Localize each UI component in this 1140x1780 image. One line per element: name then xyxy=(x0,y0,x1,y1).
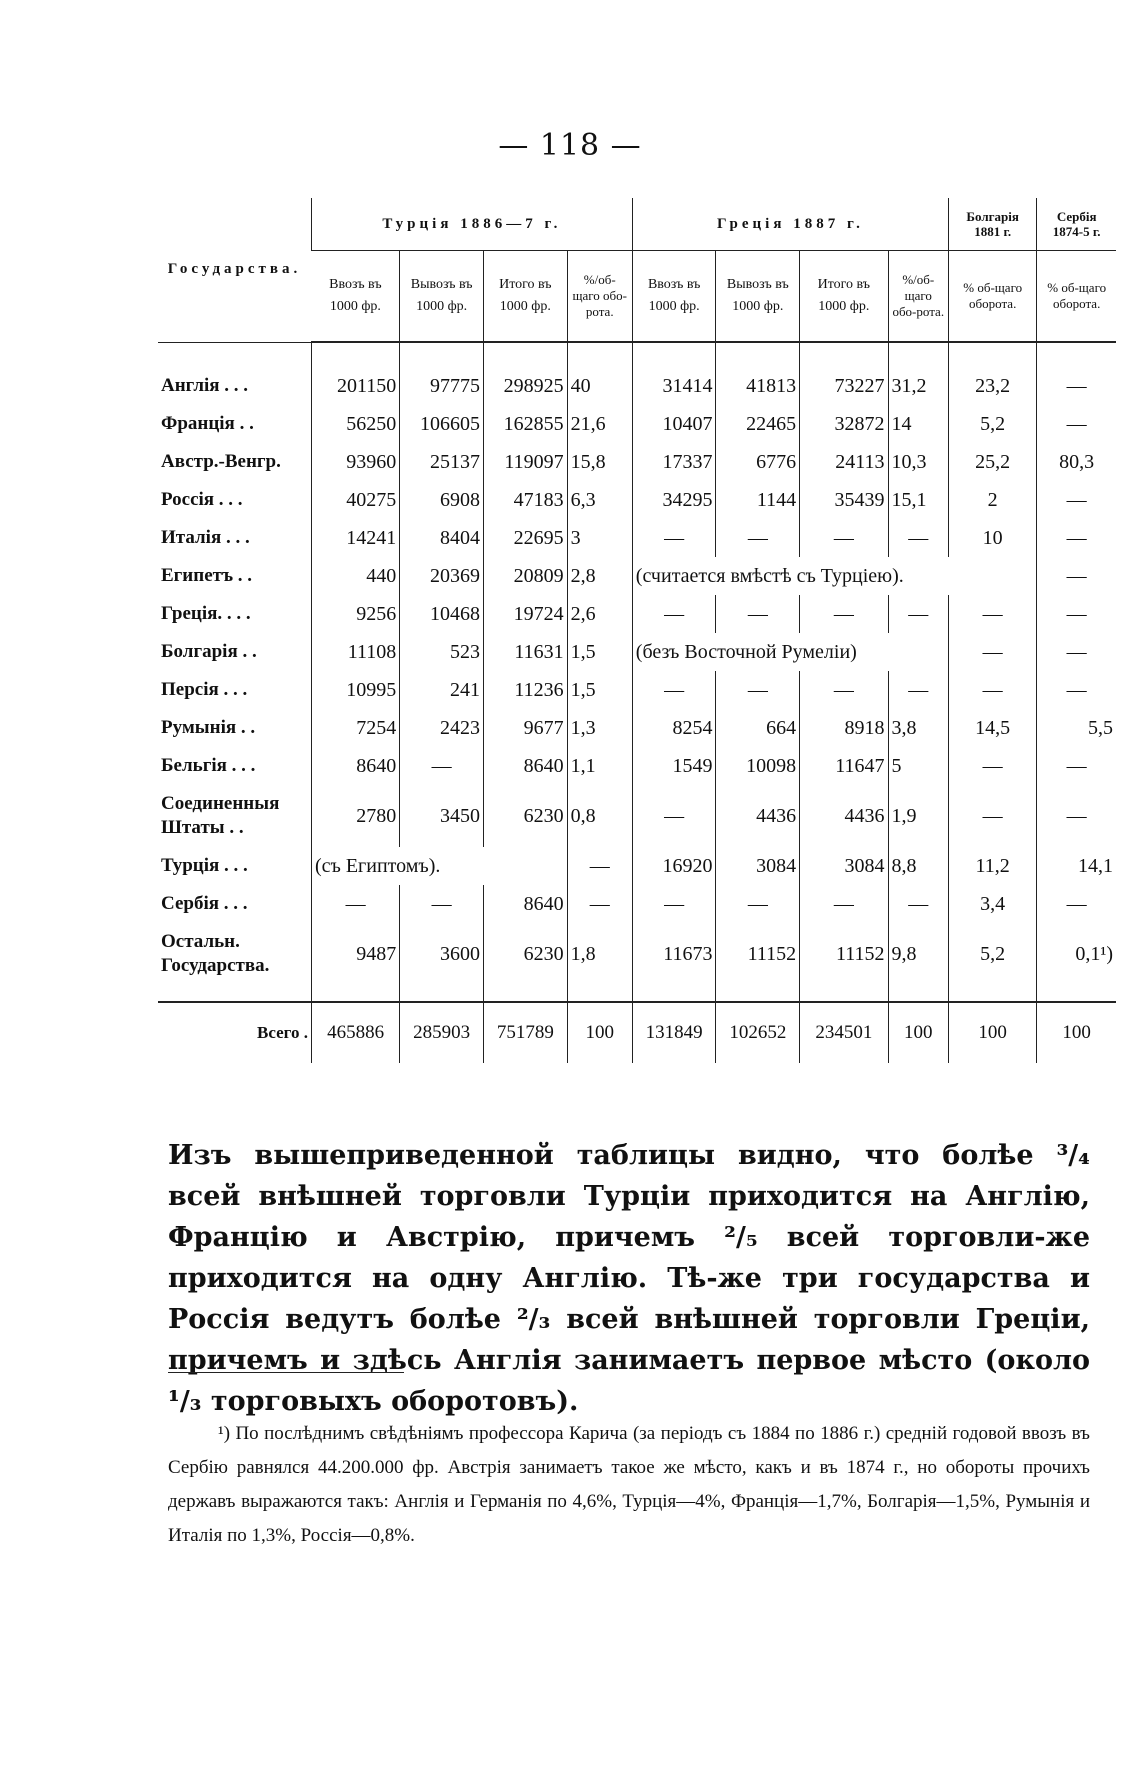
footnote: ¹) По послѣднимъ свѣдѣніямъ профессора Карича (за періодъ съ 1884 по 1886 г.) средній годовой ввозъ въ Сербію равнялся 44.200.000 фр. Австрія занимаетъ такое же мѣсто, какъ и въ 1874 г., но обороты прочихъ державъ выражаются такъ: Англія и Германія по 4,6%, Турція—4%, Франція—1,7%, Болгарія—1,5%, Румынія и Италія по 1,3%, Россія—0,8%. xyxy=(168,1423,1090,1546)
turkey-import-cell: 201150 xyxy=(311,342,399,405)
greece-total-cell: — xyxy=(800,885,888,923)
table-row xyxy=(158,747,1116,785)
greece-import-total: 131849 xyxy=(632,1002,716,1063)
greece-import-cell: — xyxy=(632,885,716,923)
turkey-pct-cell: 1,3 xyxy=(567,709,632,747)
turkey-export-cell: — xyxy=(400,885,484,923)
greece-import-cell: 17337 xyxy=(632,443,716,481)
table-row xyxy=(158,519,1116,557)
greece-pct-cell: — xyxy=(888,519,948,557)
serbia-pct-cell: — xyxy=(1037,633,1116,671)
turkey-export-cell: 10468 xyxy=(400,595,484,633)
turkey-total-header: Итого въ 1000 фр. xyxy=(483,251,567,343)
table-row xyxy=(158,405,1116,443)
bulgaria-pct-cell: 5,2 xyxy=(949,405,1037,443)
turkey-export-cell: 25137 xyxy=(400,443,484,481)
turkey-pct-cell: 2,8 xyxy=(567,557,632,595)
bulgaria-group-header: Болгарія 1881 г. xyxy=(949,198,1037,251)
turkey-pct-cell: 2,6 xyxy=(567,595,632,633)
country-cell: Сербія . . . xyxy=(161,893,248,914)
greece-export-cell: 10098 xyxy=(716,747,800,785)
turkey-import-header: Ввозъ въ 1000 фр. xyxy=(311,251,399,343)
turkey-total-cell: 11631 xyxy=(483,633,567,671)
bulgaria-pct-cell: — xyxy=(949,747,1037,785)
greece-pct-cell: 5 xyxy=(888,747,948,785)
greece-group-header: Греція 1887 г. xyxy=(632,198,948,251)
greece-total-cell: 8918 xyxy=(800,709,888,747)
greece-export-cell: 664 xyxy=(716,709,800,747)
turkey-export-cell: 20369 xyxy=(400,557,484,595)
turkey-export-cell: 6908 xyxy=(400,481,484,519)
greece-pct-cell: 31,2 xyxy=(888,342,948,405)
turkey-import-total: 465886 xyxy=(311,1002,399,1063)
country-cell: Англія . . . xyxy=(161,374,249,396)
table-row xyxy=(158,595,1116,633)
turkey-pct-cell: 0,8 xyxy=(567,785,632,847)
turkey-import-cell: 10995 xyxy=(311,671,399,709)
table-row xyxy=(158,557,1116,595)
bulgaria-pct-header: % об-щаго оборота. xyxy=(949,251,1037,343)
serbia-pct-cell: 14,1 xyxy=(1037,847,1116,885)
turkey-import-cell: — xyxy=(311,885,399,923)
greece-import-cell: 1549 xyxy=(632,747,716,785)
table-row xyxy=(158,633,1116,671)
serbia-pct-cell: — xyxy=(1037,747,1116,785)
table-row xyxy=(158,709,1116,747)
greece-export-cell: — xyxy=(716,595,800,633)
bulgaria-pct-cell: 11,2 xyxy=(949,847,1037,885)
greece-export-cell: 3084 xyxy=(716,847,800,885)
bulgaria-pct-total: 100 xyxy=(949,1002,1037,1063)
country-cell: Соединенныя Штаты . . xyxy=(161,793,280,838)
serbia-pct-cell: 80,3 xyxy=(1037,443,1116,481)
turkey-pct-cell: 40 xyxy=(567,342,632,405)
turkey-note-cell: (съ Египтомъ). xyxy=(311,847,567,885)
turkey-pct-cell: 1,5 xyxy=(567,671,632,709)
bulgaria-pct-cell: 5,2 xyxy=(949,923,1037,1002)
turkey-export-total: 285903 xyxy=(400,1002,484,1063)
state-column-header: Государства. xyxy=(158,198,311,342)
turkey-import-cell: 93960 xyxy=(311,443,399,481)
country-cell: Болгарія . . xyxy=(161,641,257,662)
bulgaria-pct-cell: — xyxy=(949,633,1037,671)
table-row xyxy=(158,481,1116,519)
turkey-export-cell: 97775 xyxy=(400,342,484,405)
turkey-import-cell: 14241 xyxy=(311,519,399,557)
table-row xyxy=(158,923,1116,1002)
greece-import-cell: 11673 xyxy=(632,923,716,1002)
serbia-pct-cell: 5,5 xyxy=(1037,709,1116,747)
turkey-total-cell: 8640 xyxy=(483,885,567,923)
serbia-pct-cell: — xyxy=(1037,481,1116,519)
turkey-export-cell: 8404 xyxy=(400,519,484,557)
greece-pct-cell: 9,8 xyxy=(888,923,948,1002)
turkey-total-total: 751789 xyxy=(483,1002,567,1063)
greece-export-total: 102652 xyxy=(716,1002,800,1063)
turkey-export-cell: — xyxy=(400,747,484,785)
turkey-total-cell: 9677 xyxy=(483,709,567,747)
turkey-total-cell: 47183 xyxy=(483,481,567,519)
serbia-pct-header: % об-щаго оборота. xyxy=(1037,251,1116,343)
serbia-pct-total: 100 xyxy=(1037,1002,1116,1063)
turkey-export-cell: 241 xyxy=(400,671,484,709)
turkey-import-cell: 7254 xyxy=(311,709,399,747)
country-cell: Франція . . xyxy=(161,413,254,434)
greece-import-cell: — xyxy=(632,785,716,847)
turkey-import-cell: 440 xyxy=(311,557,399,595)
table-row xyxy=(158,847,1116,885)
table-row xyxy=(158,671,1116,709)
turkey-pct-cell: 21,6 xyxy=(567,405,632,443)
greece-total-total: 234501 xyxy=(800,1002,888,1063)
turkey-pct-cell: — xyxy=(567,847,632,885)
turkey-pct-cell: 6,3 xyxy=(567,481,632,519)
body-paragraph: Изъ вышеприведенной таблицы видно, что болѣе ³/₄ всей внѣшней торговли Турціи приходится на Англію, Францію и Австрію, причемъ ²/₅ всей торговли-же приходится на одну Англію. Тѣ-же три государства и Россія ведутъ болѣе ²/₃ всей внѣшней торговли Греціи, причемъ и здѣсь Англія занимаетъ первое мѣсто (около ¹/₃ торговыхъ оборотовъ). xyxy=(168,1140,1090,1417)
turkey-export-cell: 106605 xyxy=(400,405,484,443)
serbia-pct-cell: — xyxy=(1037,405,1116,443)
greece-total-cell: — xyxy=(800,671,888,709)
turkey-total-cell: 20809 xyxy=(483,557,567,595)
turkey-export-cell: 3600 xyxy=(400,923,484,1002)
greece-total-cell: — xyxy=(800,519,888,557)
greece-export-cell: — xyxy=(716,519,800,557)
turkey-pct-header: %/об-щаго обо-рота. xyxy=(567,251,632,343)
greece-pct-cell: 1,9 xyxy=(888,785,948,847)
greece-total-cell: — xyxy=(800,595,888,633)
greece-import-cell: 16920 xyxy=(632,847,716,885)
greece-note-cell: (считается вмѣстѣ съ Турціею). xyxy=(632,557,1037,595)
greece-total-header: Итого въ 1000 фр. xyxy=(800,251,888,343)
country-cell: Остальн. Государства. xyxy=(161,931,270,976)
turkey-total-cell: 6230 xyxy=(483,923,567,1002)
bulgaria-pct-cell: 14,5 xyxy=(949,709,1037,747)
serbia-group-header: Сербія 1874-5 г. xyxy=(1037,198,1116,251)
greece-pct-cell: 8,8 xyxy=(888,847,948,885)
greece-pct-cell: 3,8 xyxy=(888,709,948,747)
turkey-pct-cell: 1,5 xyxy=(567,633,632,671)
greece-import-cell: 31414 xyxy=(632,342,716,405)
total-row xyxy=(158,1002,1116,1063)
footnote-divider xyxy=(168,1372,404,1373)
greece-total-cell: 32872 xyxy=(800,405,888,443)
trade-table-container xyxy=(158,198,1116,1063)
turkey-export-cell: 523 xyxy=(400,633,484,671)
turkey-total-cell: 298925 xyxy=(483,342,567,405)
serbia-pct-cell: — xyxy=(1037,557,1116,595)
greece-pct-cell: 10,3 xyxy=(888,443,948,481)
greece-import-cell: 8254 xyxy=(632,709,716,747)
country-cell: Египетъ . . xyxy=(161,565,253,586)
country-cell: Персія . . . xyxy=(161,679,248,700)
greece-total-cell: 35439 xyxy=(800,481,888,519)
turkey-total-cell: 119097 xyxy=(483,443,567,481)
country-cell: Италія . . . xyxy=(161,527,250,548)
greece-pct-cell: 14 xyxy=(888,405,948,443)
turkey-pct-cell: 3 xyxy=(567,519,632,557)
turkey-import-cell: 11108 xyxy=(311,633,399,671)
greece-import-cell: — xyxy=(632,519,716,557)
greece-import-header: Ввозъ въ 1000 фр. xyxy=(632,251,716,343)
turkey-pct-cell: — xyxy=(567,885,632,923)
greece-export-cell: 1144 xyxy=(716,481,800,519)
bulgaria-pct-cell: 10 xyxy=(949,519,1037,557)
turkey-pct-cell: 1,1 xyxy=(567,747,632,785)
greece-export-cell: 22465 xyxy=(716,405,800,443)
greece-pct-cell: 15,1 xyxy=(888,481,948,519)
greece-pct-cell: — xyxy=(888,885,948,923)
turkey-import-cell: 2780 xyxy=(311,785,399,847)
serbia-pct-cell: 0,1¹) xyxy=(1037,923,1116,1002)
bulgaria-pct-cell: 25,2 xyxy=(949,443,1037,481)
greece-import-cell: 34295 xyxy=(632,481,716,519)
turkey-total-cell: 8640 xyxy=(483,747,567,785)
total-label: Всего . xyxy=(158,1002,311,1063)
table-row xyxy=(158,885,1116,923)
greece-total-cell: 4436 xyxy=(800,785,888,847)
greece-export-cell: 11152 xyxy=(716,923,800,1002)
greece-pct-cell: — xyxy=(888,595,948,633)
page-number: — 118 — xyxy=(498,128,642,163)
turkey-pct-cell: 1,8 xyxy=(567,923,632,1002)
bulgaria-pct-cell: 3,4 xyxy=(949,885,1037,923)
bulgaria-pct-cell: — xyxy=(949,671,1037,709)
turkey-export-cell: 2423 xyxy=(400,709,484,747)
serbia-pct-cell: — xyxy=(1037,671,1116,709)
turkey-import-cell: 9256 xyxy=(311,595,399,633)
turkey-export-header: Вывозъ въ 1000 фр. xyxy=(400,251,484,343)
greece-total-cell: 73227 xyxy=(800,342,888,405)
turkey-total-cell: 11236 xyxy=(483,671,567,709)
greece-pct-header: %/об-щаго обо-рота. xyxy=(888,251,948,343)
country-cell: Греція. . . . xyxy=(161,603,251,624)
greece-import-cell: 10407 xyxy=(632,405,716,443)
greece-pct-total: 100 xyxy=(888,1002,948,1063)
turkey-export-cell: 3450 xyxy=(400,785,484,847)
greece-import-cell: — xyxy=(632,671,716,709)
trade-table xyxy=(158,198,1116,1063)
greece-export-cell: 4436 xyxy=(716,785,800,847)
greece-pct-cell: — xyxy=(888,671,948,709)
table-row xyxy=(158,443,1116,481)
country-cell: Австр.-Венгр. xyxy=(161,451,281,472)
turkey-total-cell: 22695 xyxy=(483,519,567,557)
turkey-total-cell: 162855 xyxy=(483,405,567,443)
greece-export-cell: — xyxy=(716,885,800,923)
serbia-pct-cell: — xyxy=(1037,519,1116,557)
country-cell: Турція . . . xyxy=(161,855,248,876)
greece-total-cell: 11152 xyxy=(800,923,888,1002)
turkey-import-cell: 9487 xyxy=(311,923,399,1002)
greece-export-cell: 6776 xyxy=(716,443,800,481)
turkey-import-cell: 56250 xyxy=(311,405,399,443)
country-cell: Румынія . . xyxy=(161,717,256,738)
serbia-pct-cell: — xyxy=(1037,785,1116,847)
greece-note-cell: (безъ Восточной Румеліи) xyxy=(632,633,948,671)
greece-total-cell: 3084 xyxy=(800,847,888,885)
turkey-pct-total: 100 xyxy=(567,1002,632,1063)
bulgaria-pct-cell: — xyxy=(949,595,1037,633)
greece-total-cell: 24113 xyxy=(800,443,888,481)
country-cell: Россія . . . xyxy=(161,489,243,510)
turkey-total-cell: 19724 xyxy=(483,595,567,633)
greece-export-header: Вывозъ въ 1000 фр. xyxy=(716,251,800,343)
bulgaria-pct-cell: — xyxy=(949,785,1037,847)
greece-export-cell: — xyxy=(716,671,800,709)
serbia-pct-cell: — xyxy=(1037,342,1116,405)
table-row xyxy=(158,342,1116,405)
turkey-group-header: Турція 1886—7 г. xyxy=(311,198,632,251)
serbia-pct-cell: — xyxy=(1037,885,1116,923)
turkey-import-cell: 8640 xyxy=(311,747,399,785)
bulgaria-pct-cell: 23,2 xyxy=(949,342,1037,405)
bulgaria-pct-cell: 2 xyxy=(949,481,1037,519)
table-row xyxy=(158,785,1116,847)
turkey-total-cell: 6230 xyxy=(483,785,567,847)
turkey-pct-cell: 15,8 xyxy=(567,443,632,481)
serbia-pct-cell: — xyxy=(1037,595,1116,633)
turkey-import-cell: 40275 xyxy=(311,481,399,519)
greece-export-cell: 41813 xyxy=(716,342,800,405)
greece-import-cell: — xyxy=(632,595,716,633)
greece-total-cell: 11647 xyxy=(800,747,888,785)
country-cell: Бельгія . . . xyxy=(161,755,256,776)
